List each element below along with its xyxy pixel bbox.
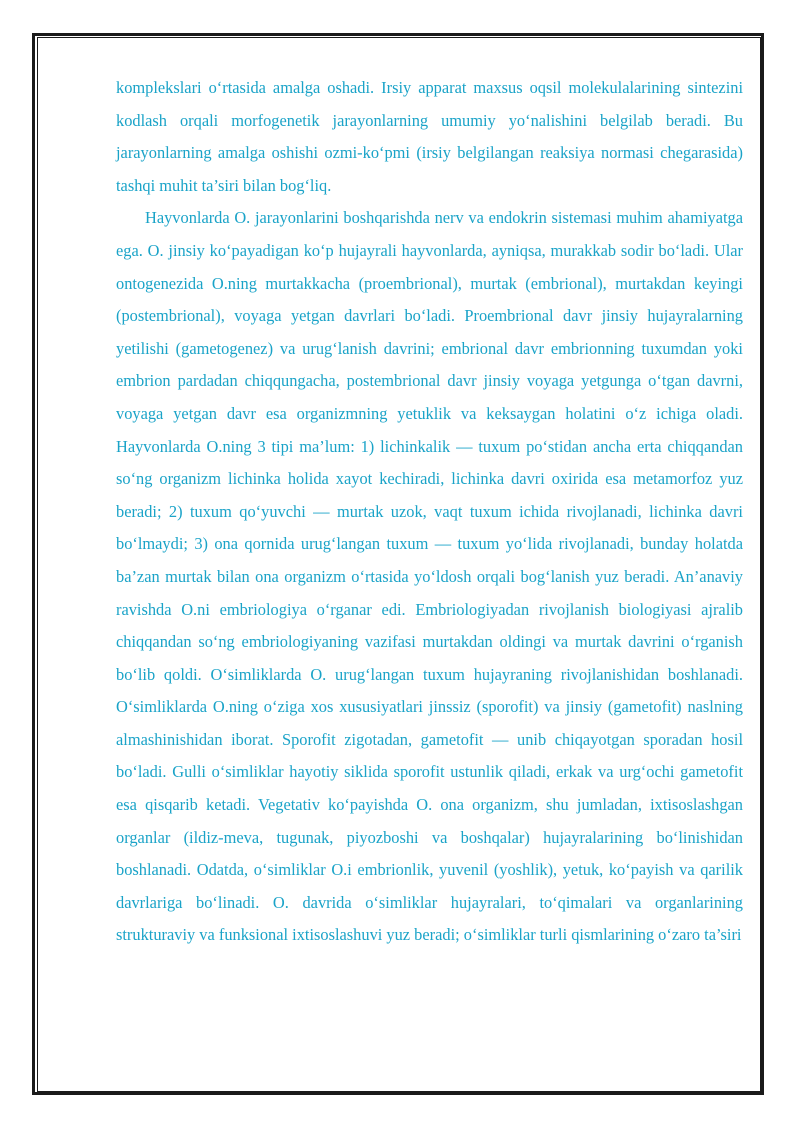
paragraph-continuation: komplekslari o‘rtasida amalga oshadi. Irsiy apparat maxsus oqsil molekulalarining sintezini kodlash orqali morfogenetik jarayonlarning umumiy yo‘nalishini belgilab beradi. Bu jarayonlarning amalga oshishi ozmi-ko‘pmi (irsiy belgilangan reaksiya normasi chegarasida) tashqi muhit ta’siri bilan bog‘liq. [116,78,743,195]
paragraph-ontogenesis: Hayvonlarda O. jarayonlarini boshqarishda nerv va endokrin sistemasi muhim ahamiyatga ega. O. jinsiy ko‘payadigan ko‘p hujayrali hayvonlarda, ayniqsa, murakkab sodir bo‘ladi. Ular ontogenezida O.ning murtakkacha (proembrional), murtak (embrional), murtakdan keyingi (postembrional), voyaga yetgan davrlari bo‘ladi. Proembrional davr jinsiy hujayralarning yetilishi (gametogenez) va urug‘lanish davrini; embrional davr embrionning tuxumdan yoki embrion pardadan chiqqungacha, postembrional davr jinsiy voyaga yetgunga o‘tgan davrni, voyaga yetgan davr esa organizmning yetuklik va keksaygan holatini o‘z ichiga oladi. Hayvonlarda O.ning 3 tipi ma’lum: 1) lichinkalik — tuxum po‘stidan ancha erta chiqqandan so‘ng organizm lichinka holida xayot kechiradi, lichinka davri oxirida esa metamorfoz yuz beradi; 2) tuxum qo‘yuvchi — murtak uzok, vaqt tuxum ichida rivojlanadi, lichinka davri bo‘lmaydi; 3) ona qornida urug‘langan tuxum — tuxum yo‘lida rivojlanadi, bunday holatda ba’zan murtak bilan ona organizm o‘rtasida yo‘ldosh orqali bog‘lanish yuz beradi. An’anaviy ravishda O.ni embriologiya o‘rganar edi. Embriologiyadan rivojlanish biologiyasi ajralib chiqqandan so‘ng embriologiyaning vazifasi murtakdan oldingi va murtak davrini o‘rganish bo‘lib qoldi. O‘simliklarda O. urug‘langan tuxum hujayraning rivojlanishidan boshlanadi. O‘simliklarda O.ning o‘ziga xos xususiyatlari jinssiz (sporofit) va jinsiy (gametofit) naslning almashinishidan iborat. Sporofit zigotadan, gametofit — unib chiqayotgan sporadan hosil bo‘ladi. Gulli o‘simliklar hayotiy siklida sporofit ustunlik qiladi, erkak va urg‘ochi gametofit esa qisqarib ketadi. Vegetativ ko‘payishda O. ona organizm, shu jumladan, ixtisoslashgan organlar (ildiz-meva, tugunak, piyozboshi va boshqalar) hujayralarining bo‘linishidan boshlanadi. Odatda, o‘simliklar O.i embrionlik, yuvenil (yoshlik), yetuk, ko‘payish va qarilik davrlariga bo‘linadi. O. davrida o‘simliklar hujayralari, to‘qimalari va organlarining strukturaviy va funksional ixtisoslashuvi yuz beradi; o‘simliklar turli qismlarining o‘zaro ta’siri [116,208,743,945]
document-body [116,72,743,952]
